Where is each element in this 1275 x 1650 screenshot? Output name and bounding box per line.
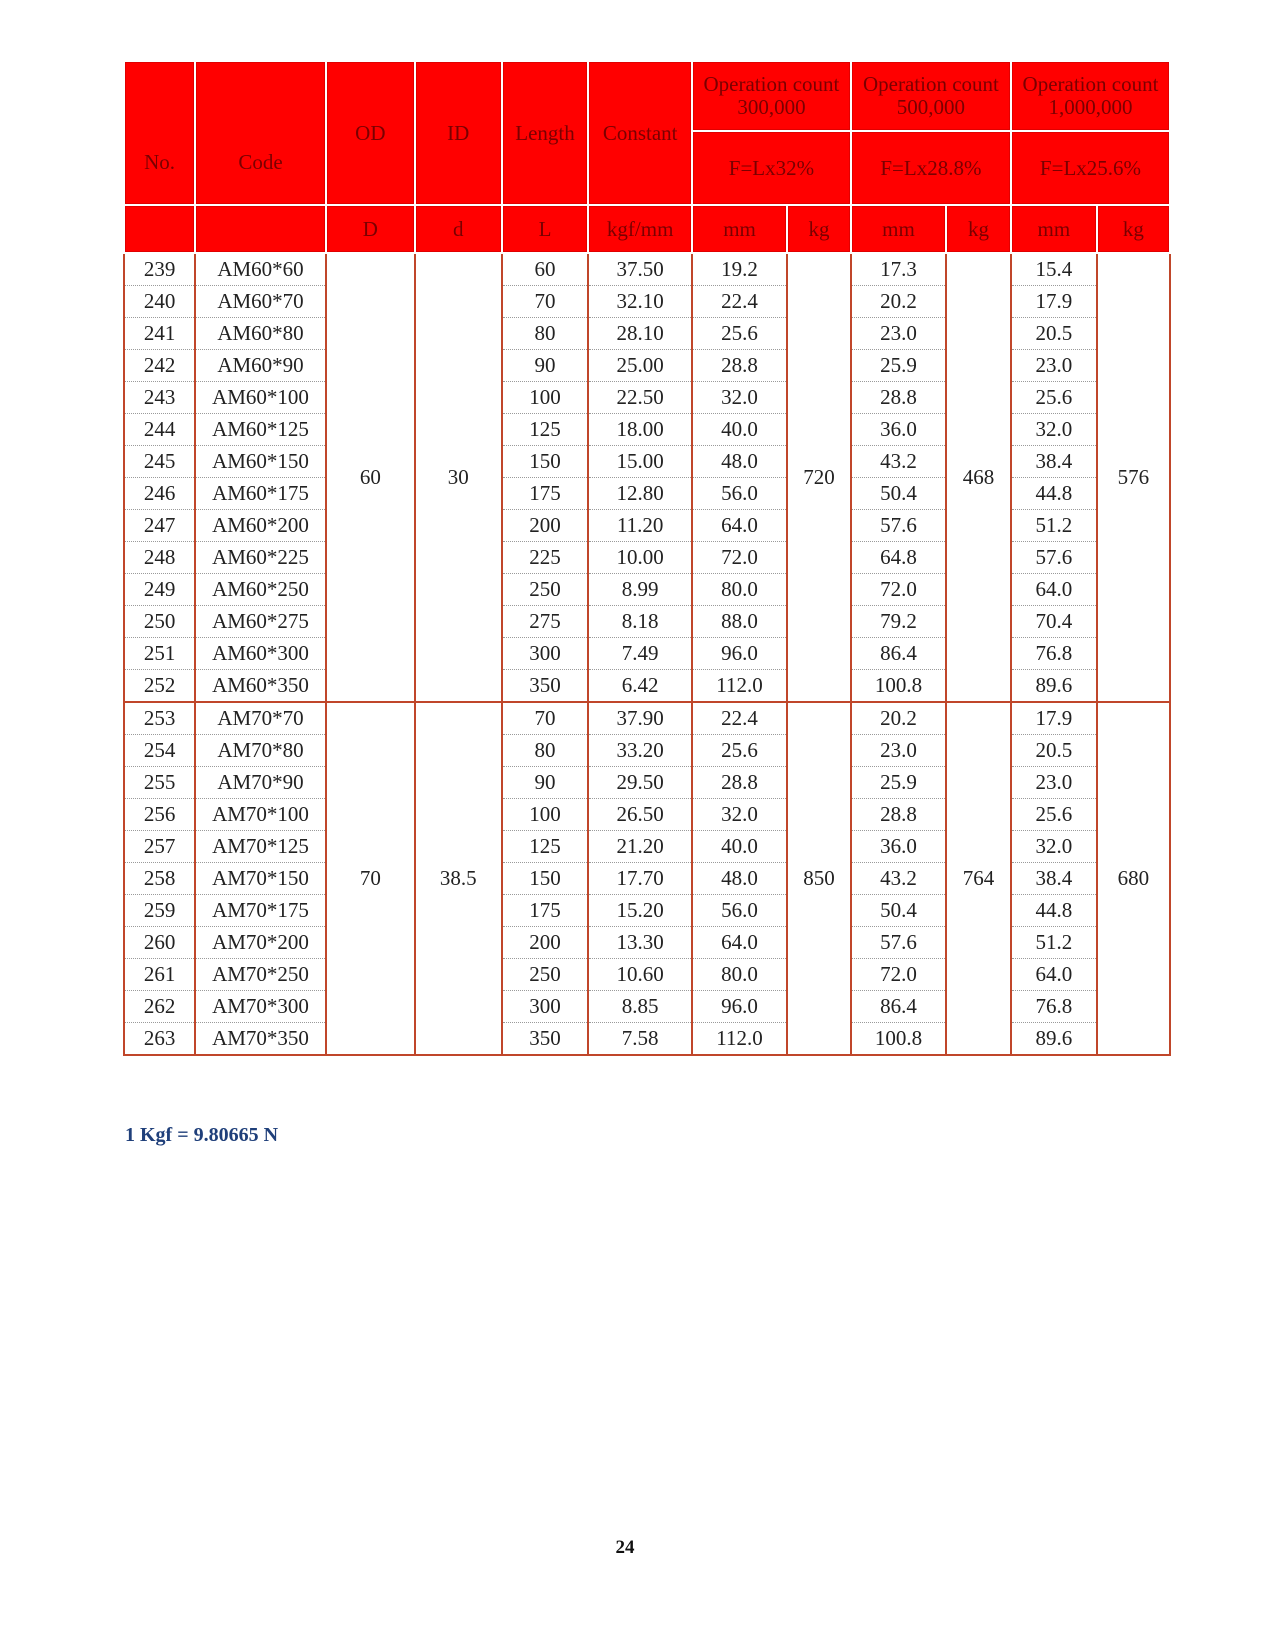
cell-constant: 33.20 <box>588 735 692 767</box>
cell-no: 260 <box>124 927 195 959</box>
cell-mm-500k: 50.4 <box>851 478 946 510</box>
cell-length: 300 <box>502 638 589 670</box>
table-header <box>124 61 1170 253</box>
cell-mm-500k: 100.8 <box>851 1023 946 1056</box>
cell-no: 253 <box>124 702 195 735</box>
cell-id: 30 <box>415 253 502 702</box>
cell-code: AM60*250 <box>195 574 326 606</box>
cell-length: 90 <box>502 767 589 799</box>
cell-code: AM70*200 <box>195 927 326 959</box>
table-row <box>124 414 1170 446</box>
table-row <box>124 350 1170 382</box>
cell-mm-500k: 20.2 <box>851 702 946 735</box>
cell-no: 256 <box>124 799 195 831</box>
cell-code: AM60*350 <box>195 670 326 703</box>
table-row <box>124 959 1170 991</box>
cell-no: 242 <box>124 350 195 382</box>
table-row <box>124 991 1170 1023</box>
cell-constant: 15.00 <box>588 446 692 478</box>
table-row <box>124 318 1170 350</box>
table-row <box>124 670 1170 703</box>
cell-constant: 6.42 <box>588 670 692 703</box>
cell-length: 125 <box>502 414 589 446</box>
cell-mm-300k: 25.6 <box>692 735 787 767</box>
cell-no: 263 <box>124 1023 195 1056</box>
cell-constant: 7.49 <box>588 638 692 670</box>
cell-length: 150 <box>502 446 589 478</box>
cell-mm-1m: 20.5 <box>1011 318 1097 350</box>
cell-code: AM60*80 <box>195 318 326 350</box>
cell-mm-500k: 64.8 <box>851 542 946 574</box>
cell-constant: 22.50 <box>588 382 692 414</box>
cell-length: 175 <box>502 478 589 510</box>
cell-mm-300k: 25.6 <box>692 318 787 350</box>
cell-mm-1m: 51.2 <box>1011 510 1097 542</box>
cell-length: 275 <box>502 606 589 638</box>
cell-no: 245 <box>124 446 195 478</box>
cell-mm-1m: 57.6 <box>1011 542 1097 574</box>
cell-code: AM60*300 <box>195 638 326 670</box>
header-id: ID <box>415 61 502 205</box>
unit-kg-1: kg <box>787 205 851 253</box>
cell-mm-300k: 56.0 <box>692 478 787 510</box>
cell-code: AM70*125 <box>195 831 326 863</box>
cell-constant: 26.50 <box>588 799 692 831</box>
table-row <box>124 1023 1170 1056</box>
cell-no: 241 <box>124 318 195 350</box>
cell-kg-300k: 850 <box>787 702 851 1055</box>
cell-mm-500k: 36.0 <box>851 831 946 863</box>
cell-mm-500k: 50.4 <box>851 895 946 927</box>
unit-mm-2: mm <box>851 205 946 253</box>
cell-mm-300k: 48.0 <box>692 446 787 478</box>
table-row <box>124 735 1170 767</box>
cell-code: AM70*70 <box>195 702 326 735</box>
cell-no: 251 <box>124 638 195 670</box>
cell-code: AM60*70 <box>195 286 326 318</box>
cell-mm-300k: 48.0 <box>692 863 787 895</box>
cell-mm-1m: 15.4 <box>1011 253 1097 286</box>
cell-mm-500k: 20.2 <box>851 286 946 318</box>
cell-mm-1m: 89.6 <box>1011 670 1097 703</box>
cell-mm-500k: 25.9 <box>851 350 946 382</box>
table-row <box>124 799 1170 831</box>
cell-mm-500k: 28.8 <box>851 382 946 414</box>
unit-kg-3: kg <box>1097 205 1170 253</box>
cell-mm-300k: 19.2 <box>692 253 787 286</box>
cell-mm-1m: 89.6 <box>1011 1023 1097 1056</box>
op2-value: 500,000 <box>896 95 966 119</box>
cell-mm-300k: 64.0 <box>692 927 787 959</box>
header-constant: Constant <box>588 61 692 205</box>
cell-code: AM70*150 <box>195 863 326 895</box>
cell-mm-300k: 40.0 <box>692 831 787 863</box>
cell-mm-1m: 76.8 <box>1011 991 1097 1023</box>
unit-mm-1: mm <box>692 205 787 253</box>
cell-code: AM60*150 <box>195 446 326 478</box>
cell-code: AM70*350 <box>195 1023 326 1056</box>
table-row <box>124 927 1170 959</box>
table-row <box>124 895 1170 927</box>
cell-kg-500k: 764 <box>946 702 1011 1055</box>
cell-mm-500k: 23.0 <box>851 735 946 767</box>
cell-mm-500k: 17.3 <box>851 253 946 286</box>
cell-length: 70 <box>502 702 589 735</box>
cell-mm-1m: 64.0 <box>1011 959 1097 991</box>
cell-length: 250 <box>502 959 589 991</box>
cell-constant: 15.20 <box>588 895 692 927</box>
cell-constant: 18.00 <box>588 414 692 446</box>
cell-constant: 11.20 <box>588 510 692 542</box>
header-length: Length <box>502 61 589 205</box>
cell-length: 100 <box>502 799 589 831</box>
cell-code: AM60*275 <box>195 606 326 638</box>
table-row <box>124 253 1170 286</box>
cell-constant: 10.60 <box>588 959 692 991</box>
cell-mm-300k: 72.0 <box>692 542 787 574</box>
cell-length: 100 <box>502 382 589 414</box>
cell-constant: 7.58 <box>588 1023 692 1056</box>
cell-length: 175 <box>502 895 589 927</box>
table-row <box>124 638 1170 670</box>
header-formula-2: F=Lx28.8% <box>851 131 1011 205</box>
cell-mm-1m: 44.8 <box>1011 478 1097 510</box>
cell-length: 300 <box>502 991 589 1023</box>
cell-mm-1m: 38.4 <box>1011 863 1097 895</box>
cell-no: 261 <box>124 959 195 991</box>
cell-constant: 37.50 <box>588 253 692 286</box>
cell-mm-300k: 96.0 <box>692 991 787 1023</box>
cell-constant: 32.10 <box>588 286 692 318</box>
table-row <box>124 702 1170 735</box>
cell-code: AM60*90 <box>195 350 326 382</box>
unit-id: d <box>415 205 502 253</box>
cell-constant: 28.10 <box>588 318 692 350</box>
cell-length: 60 <box>502 253 589 286</box>
cell-mm-500k: 72.0 <box>851 959 946 991</box>
cell-constant: 8.18 <box>588 606 692 638</box>
cell-mm-1m: 32.0 <box>1011 831 1097 863</box>
cell-kg-300k: 720 <box>787 253 851 702</box>
cell-code: AM70*250 <box>195 959 326 991</box>
cell-id: 38.5 <box>415 702 502 1055</box>
cell-code: AM60*200 <box>195 510 326 542</box>
cell-kg-500k: 468 <box>946 253 1011 702</box>
cell-no: 259 <box>124 895 195 927</box>
cell-no: 244 <box>124 414 195 446</box>
cell-mm-1m: 70.4 <box>1011 606 1097 638</box>
cell-constant: 8.85 <box>588 991 692 1023</box>
cell-constant: 12.80 <box>588 478 692 510</box>
cell-constant: 17.70 <box>588 863 692 895</box>
cell-no: 252 <box>124 670 195 703</box>
cell-length: 125 <box>502 831 589 863</box>
unit-length: L <box>502 205 589 253</box>
cell-code: AM70*300 <box>195 991 326 1023</box>
header-operation-count-3 <box>1011 61 1170 131</box>
cell-mm-300k: 32.0 <box>692 799 787 831</box>
cell-no: 247 <box>124 510 195 542</box>
cell-mm-1m: 17.9 <box>1011 286 1097 318</box>
cell-mm-500k: 86.4 <box>851 638 946 670</box>
cell-mm-500k: 28.8 <box>851 799 946 831</box>
cell-mm-500k: 100.8 <box>851 670 946 703</box>
cell-od: 70 <box>326 702 415 1055</box>
cell-constant: 8.99 <box>588 574 692 606</box>
cell-no: 248 <box>124 542 195 574</box>
cell-mm-500k: 79.2 <box>851 606 946 638</box>
unit-constant: kgf/mm <box>588 205 692 253</box>
cell-code: AM60*125 <box>195 414 326 446</box>
header-blank-code <box>195 205 326 253</box>
cell-mm-1m: 76.8 <box>1011 638 1097 670</box>
unit-od: D <box>326 205 415 253</box>
table-row <box>124 446 1170 478</box>
cell-mm-500k: 43.2 <box>851 863 946 895</box>
cell-mm-1m: 25.6 <box>1011 382 1097 414</box>
cell-kg-1m: 576 <box>1097 253 1170 702</box>
cell-length: 80 <box>502 735 589 767</box>
header-od: OD <box>326 61 415 205</box>
header-operation-count-2 <box>851 61 1011 131</box>
cell-mm-1m: 20.5 <box>1011 735 1097 767</box>
cell-mm-1m: 38.4 <box>1011 446 1097 478</box>
cell-mm-500k: 43.2 <box>851 446 946 478</box>
cell-mm-300k: 28.8 <box>692 767 787 799</box>
cell-code: AM70*90 <box>195 767 326 799</box>
header-formula-1: F=Lx32% <box>692 131 851 205</box>
cell-length: 350 <box>502 670 589 703</box>
cell-mm-300k: 28.8 <box>692 350 787 382</box>
cell-mm-300k: 22.4 <box>692 702 787 735</box>
cell-code: AM60*175 <box>195 478 326 510</box>
unit-mm-3: mm <box>1011 205 1097 253</box>
cell-code: AM70*175 <box>195 895 326 927</box>
cell-mm-300k: 64.0 <box>692 510 787 542</box>
table-row <box>124 767 1170 799</box>
cell-mm-500k: 57.6 <box>851 510 946 542</box>
op3-label: Operation count <box>1022 72 1159 96</box>
cell-mm-1m: 23.0 <box>1011 350 1097 382</box>
cell-mm-1m: 51.2 <box>1011 927 1097 959</box>
cell-mm-300k: 40.0 <box>692 414 787 446</box>
cell-mm-500k: 25.9 <box>851 767 946 799</box>
table-row <box>124 510 1170 542</box>
cell-mm-1m: 17.9 <box>1011 702 1097 735</box>
op1-value: 300,000 <box>737 95 806 119</box>
table-row <box>124 478 1170 510</box>
cell-mm-500k: 23.0 <box>851 318 946 350</box>
cell-length: 250 <box>502 574 589 606</box>
cell-length: 80 <box>502 318 589 350</box>
unit-kg-2: kg <box>946 205 1011 253</box>
cell-no: 246 <box>124 478 195 510</box>
cell-mm-300k: 22.4 <box>692 286 787 318</box>
cell-mm-500k: 36.0 <box>851 414 946 446</box>
cell-constant: 10.00 <box>588 542 692 574</box>
cell-mm-300k: 80.0 <box>692 574 787 606</box>
cell-mm-300k: 112.0 <box>692 1023 787 1056</box>
cell-no: 240 <box>124 286 195 318</box>
cell-kg-1m: 680 <box>1097 702 1170 1055</box>
unit-conversion-note: 1 Kgf = 9.80665 N <box>125 1124 279 1146</box>
cell-mm-300k: 80.0 <box>692 959 787 991</box>
cell-od: 60 <box>326 253 415 702</box>
cell-code: AM60*60 <box>195 253 326 286</box>
cell-no: 255 <box>124 767 195 799</box>
cell-no: 254 <box>124 735 195 767</box>
cell-code: AM70*80 <box>195 735 326 767</box>
cell-length: 350 <box>502 1023 589 1056</box>
cell-no: 243 <box>124 382 195 414</box>
cell-constant: 13.30 <box>588 927 692 959</box>
table-row <box>124 831 1170 863</box>
cell-constant: 29.50 <box>588 767 692 799</box>
table-row <box>124 542 1170 574</box>
table-row <box>124 606 1170 638</box>
cell-mm-300k: 56.0 <box>692 895 787 927</box>
cell-mm-500k: 57.6 <box>851 927 946 959</box>
op2-label: Operation count <box>862 72 999 96</box>
cell-constant: 21.20 <box>588 831 692 863</box>
cell-mm-1m: 23.0 <box>1011 767 1097 799</box>
cell-length: 225 <box>502 542 589 574</box>
table-body <box>124 253 1170 1055</box>
cell-length: 90 <box>502 350 589 382</box>
table-row <box>124 574 1170 606</box>
header-code: Code <box>195 61 326 205</box>
cell-length: 150 <box>502 863 589 895</box>
table-row <box>124 863 1170 895</box>
header-formula-3: F=Lx25.6% <box>1011 131 1170 205</box>
cell-mm-300k: 96.0 <box>692 638 787 670</box>
cell-constant: 25.00 <box>588 350 692 382</box>
cell-no: 258 <box>124 863 195 895</box>
cell-mm-300k: 88.0 <box>692 606 787 638</box>
table-row <box>124 382 1170 414</box>
spec-table <box>123 60 1171 1056</box>
cell-mm-1m: 64.0 <box>1011 574 1097 606</box>
cell-length: 200 <box>502 510 589 542</box>
cell-no: 249 <box>124 574 195 606</box>
cell-mm-300k: 32.0 <box>692 382 787 414</box>
cell-no: 250 <box>124 606 195 638</box>
cell-code: AM60*225 <box>195 542 326 574</box>
cell-length: 70 <box>502 286 589 318</box>
header-no: No. <box>124 61 195 205</box>
cell-no: 262 <box>124 991 195 1023</box>
cell-code: AM70*100 <box>195 799 326 831</box>
cell-length: 200 <box>502 927 589 959</box>
cell-mm-300k: 112.0 <box>692 670 787 703</box>
op3-value: 1,000,000 <box>1048 95 1133 119</box>
cell-mm-500k: 86.4 <box>851 991 946 1023</box>
cell-mm-1m: 25.6 <box>1011 799 1097 831</box>
cell-constant: 37.90 <box>588 702 692 735</box>
op1-label: Operation count <box>703 72 840 96</box>
table-row <box>124 286 1170 318</box>
cell-mm-500k: 72.0 <box>851 574 946 606</box>
header-operation-count-1 <box>692 61 851 131</box>
cell-code: AM60*100 <box>195 382 326 414</box>
page-number: 24 <box>615 1537 635 1558</box>
cell-mm-1m: 32.0 <box>1011 414 1097 446</box>
cell-no: 239 <box>124 253 195 286</box>
cell-no: 257 <box>124 831 195 863</box>
header-blank-no <box>124 205 195 253</box>
cell-mm-1m: 44.8 <box>1011 895 1097 927</box>
